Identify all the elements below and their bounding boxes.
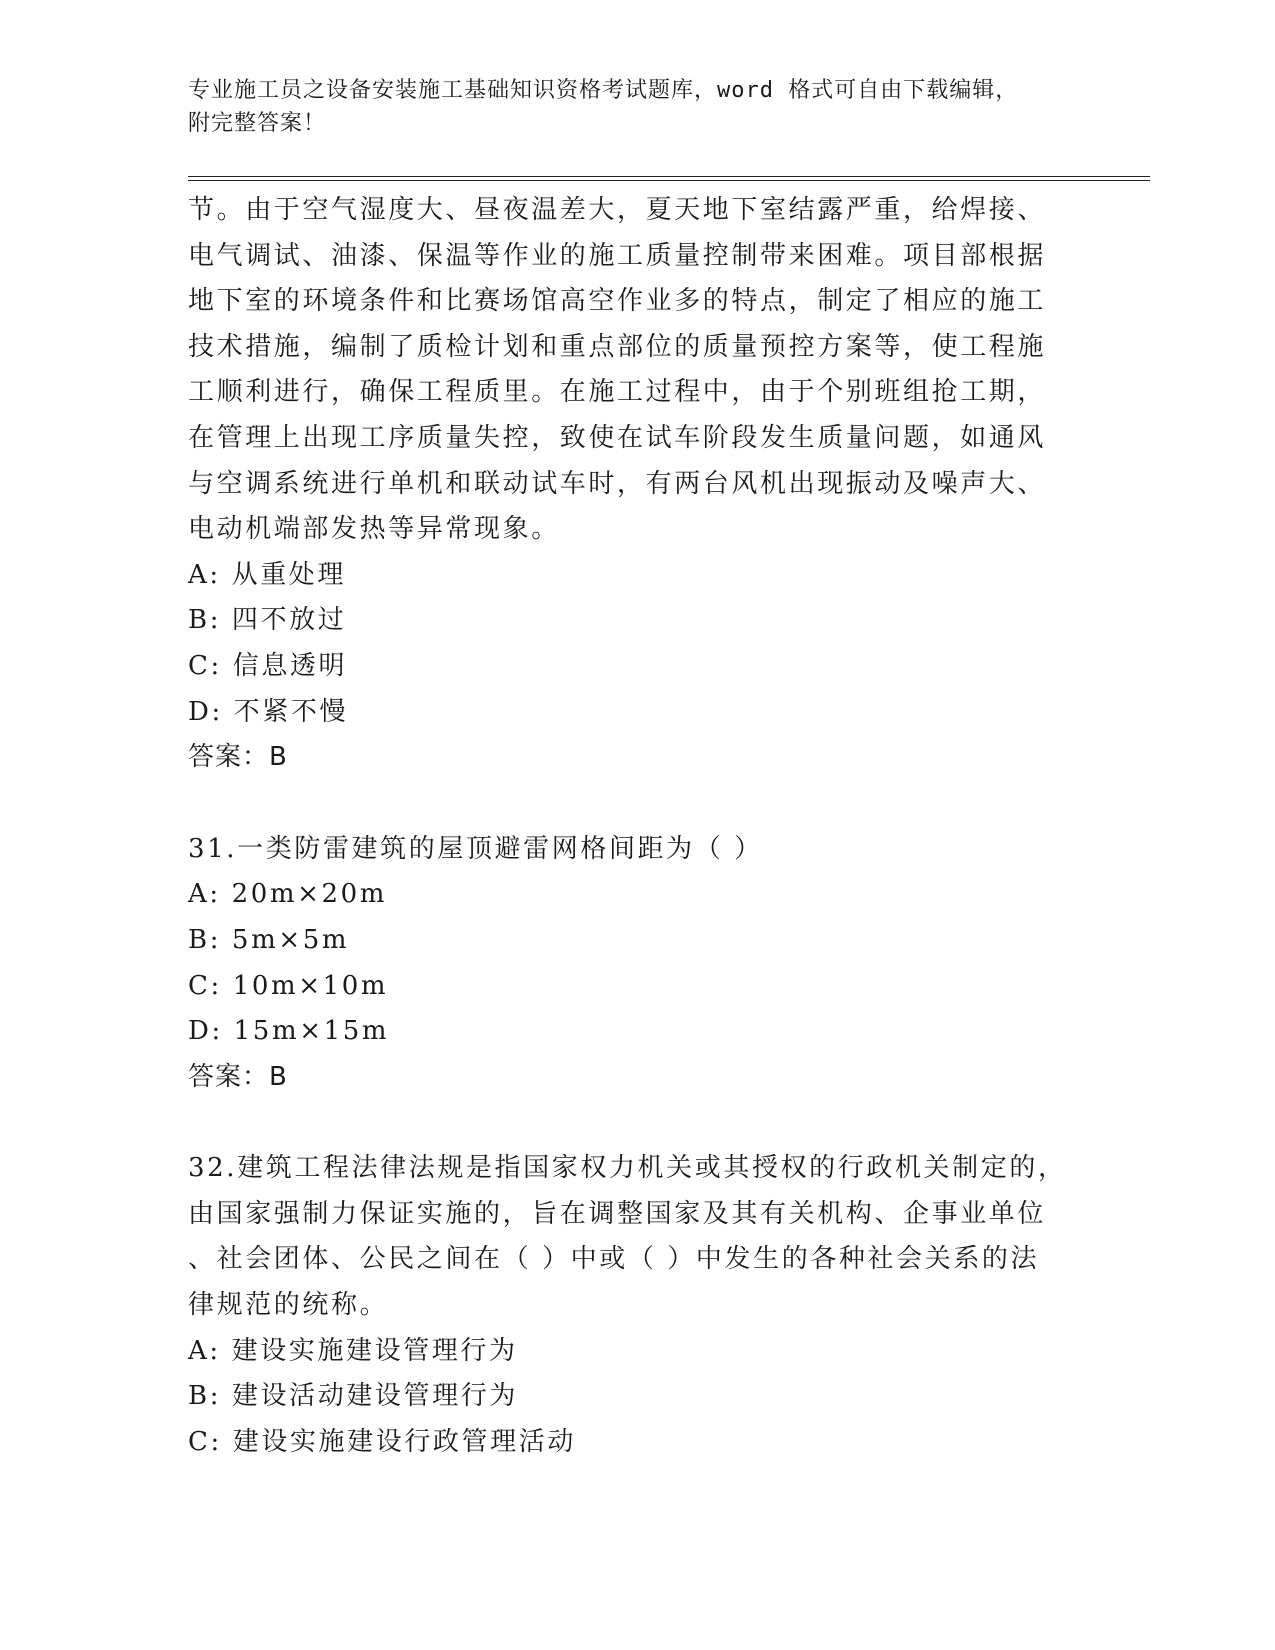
question-stem-line: 电动机端部发热等异常现象。 <box>188 514 560 545</box>
question-stem-line: 电气调试、油漆、保温等作业的施工质量控制带来困难。项目部根据 <box>188 240 1047 271</box>
question-stem-line: 技术措施，编制了质检计划和重点部位的质量预控方案等，使工程施 <box>188 331 1047 362</box>
document-body <box>188 188 1078 1465</box>
option-d: D: 15m×15m <box>188 1016 390 1047</box>
option-a: A: 从重处理 <box>188 559 347 590</box>
question-32 <box>188 1146 1078 1465</box>
question-stem-line: 地下室的环境条件和比赛场馆高空作业多的特点，制定了相应的施工 <box>188 286 1047 317</box>
option-a: A: 建设实施建设管理行为 <box>188 1335 518 1366</box>
question-stem: 31.一类防雷建筑的屋顶避雷网格间距为（ ） <box>188 833 763 864</box>
question-stem-line: 、社会团体、公民之间在（ ）中或（ ）中发生的各种社会关系的法 <box>188 1244 1040 1275</box>
option-b: B: 5m×5m <box>188 924 350 955</box>
document-header <box>188 74 1088 140</box>
question-stem-line: 与空调系统进行单机和联动试车时，有两台风机出现振动及噪声大、 <box>188 468 1047 499</box>
question-stem-line: 32.建筑工程法律法规是指国家权力机关或其授权的行政机关制定的， <box>188 1153 1067 1184</box>
option-c: C: 信息透明 <box>188 650 348 681</box>
header-line-2: 附完整答案！ <box>188 111 327 136</box>
option-c: C: 10m×10m <box>188 970 389 1001</box>
header-double-rule <box>188 176 1150 181</box>
option-b: B: 建设活动建设管理行为 <box>188 1381 518 1412</box>
answer-line: 答案：B <box>188 742 288 773</box>
header-line-1: 专业施工员之设备安装施工基础知识资格考试题库，word 格式可自由下载编辑， <box>188 78 1019 103</box>
question-stem-line: 律规范的统称。 <box>188 1290 389 1321</box>
option-a: A: 20m×20m <box>188 879 388 910</box>
question-31 <box>188 827 1078 1101</box>
question-stem-line: 工顺利进行，确保工程质里。在施工过程中，由于个别班组抢工期， <box>188 377 1047 408</box>
spacer <box>188 1100 1078 1146</box>
option-d: D: 不紧不慢 <box>188 696 349 727</box>
question-stem-line: 节。由于空气湿度大、昼夜温差大，夏天地下室结露严重，给焊接、 <box>188 195 1047 225</box>
answer-line: 答案：B <box>188 1061 288 1092</box>
question-30 <box>188 188 1078 781</box>
option-b: B: 四不放过 <box>188 605 347 636</box>
spacer <box>188 781 1078 827</box>
question-stem-line: 在管理上出现工序质量失控，致使在试车阶段发生质量问题，如通风 <box>188 422 1047 453</box>
question-stem-line: 由国家强制力保证实施的，旨在调整国家及其有关机构、企事业单位 <box>188 1198 1047 1229</box>
option-c: C: 建设实施建设行政管理活动 <box>188 1426 576 1457</box>
